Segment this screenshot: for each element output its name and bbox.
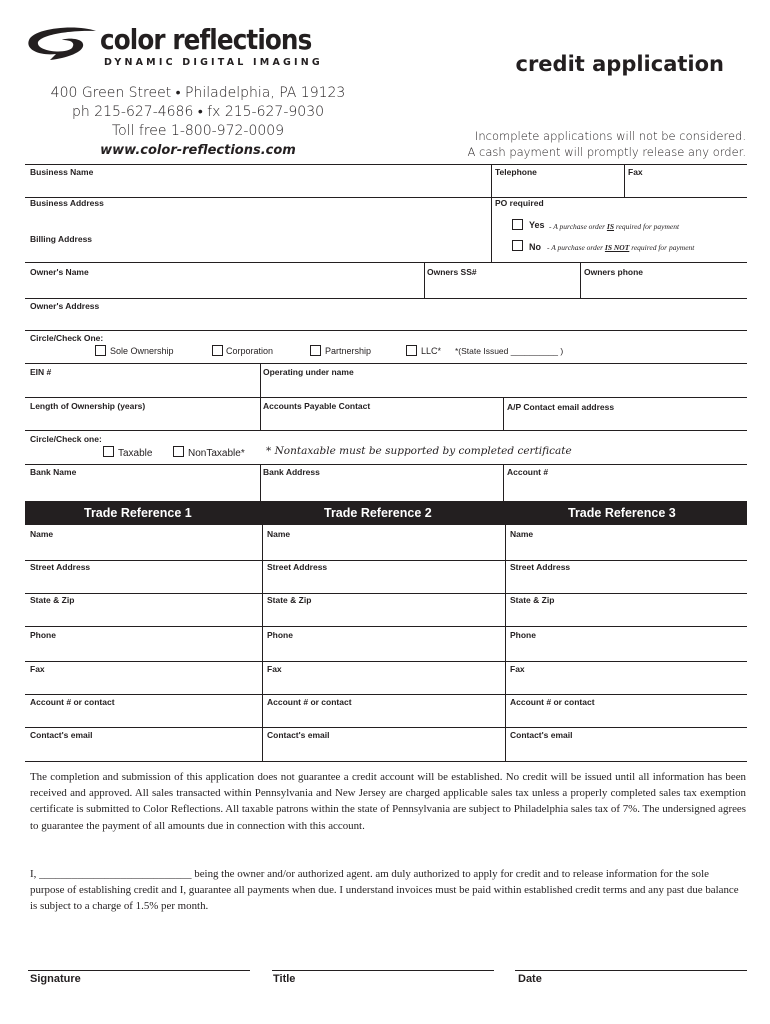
trade-ref-1-field[interactable]: State & Zip	[30, 595, 75, 605]
bank-name-field[interactable]: Bank Name	[30, 467, 77, 477]
po-no-note: - A purchase order IS NOT required for payment	[547, 243, 695, 252]
signature-label: Signature	[30, 973, 81, 985]
po-yes-note: - A purchase order IS required for payment	[549, 222, 680, 231]
partnership-label: Partnership	[325, 346, 372, 356]
company-address: 400 Green Street • Philadelphia, PA 19123	[50, 85, 346, 101]
trade-ref-3-field[interactable]: Account # or contact	[510, 697, 595, 707]
trade-ref-2-field[interactable]: State & Zip	[267, 595, 312, 605]
notice-line-2: A cash payment will promptly release any order.	[467, 145, 746, 159]
tax-status-label: Circle/Check one:	[30, 434, 102, 444]
sole-ownership-checkbox[interactable]	[95, 345, 106, 356]
taxable-label: Taxable	[118, 448, 153, 459]
nontaxable-note: * Nontaxable must be supported by completed certificate	[266, 445, 572, 457]
trade-ref-3-field[interactable]: Name	[510, 529, 534, 539]
po-yes-checkbox[interactable]	[512, 219, 523, 230]
owners-address-field[interactable]: Owner's Address	[30, 301, 100, 311]
owners-name-field[interactable]: Owner's Name	[30, 267, 89, 277]
trade-ref-1-field[interactable]: Fax	[30, 664, 45, 674]
ein-field[interactable]: EIN #	[30, 367, 52, 377]
nontaxable-label: NonTaxable*	[188, 448, 245, 459]
llc-label: LLC*	[421, 346, 442, 356]
notice-line-1: Incomplete applications will not be considered.	[474, 129, 746, 143]
llc-checkbox[interactable]	[406, 345, 417, 356]
length-of-ownership-field[interactable]: Length of Ownership (years)	[30, 401, 146, 411]
corporation-checkbox[interactable]	[212, 345, 223, 356]
trade-reference-3-title: Trade Reference 3	[568, 506, 676, 520]
trade-ref-3-field[interactable]: Contact's email	[510, 730, 573, 740]
nontaxable-checkbox[interactable]	[173, 446, 184, 457]
partnership-checkbox[interactable]	[310, 345, 321, 356]
date-line[interactable]	[515, 970, 747, 971]
page-title: credit application	[515, 52, 724, 76]
owners-phone-field[interactable]: Owners phone	[584, 267, 644, 277]
logo-swoosh-icon	[26, 26, 100, 66]
sole-ownership-label: Sole Ownership	[110, 346, 174, 356]
trade-ref-2-field[interactable]: Fax	[267, 664, 282, 674]
logo-tagline: DYNAMIC DIGITAL IMAGING	[104, 57, 323, 68]
trade-ref-1-field[interactable]: Account # or contact	[30, 697, 115, 707]
trade-ref-1-field[interactable]: Street Address	[30, 562, 91, 572]
billing-address-field[interactable]: Billing Address	[30, 234, 93, 244]
po-no-label: No	[529, 242, 541, 252]
ap-contact-email-field[interactable]: A/P Contact email address	[507, 402, 615, 412]
fax-field[interactable]: Fax	[628, 167, 643, 177]
trade-ref-1-field[interactable]: Phone	[30, 630, 56, 640]
date-label: Date	[518, 973, 542, 985]
ownership-type-label: Circle/Check One:	[30, 333, 104, 343]
trade-ref-3-field[interactable]: State & Zip	[510, 595, 555, 605]
owners-ss-field[interactable]: Owners SS#	[427, 267, 477, 277]
telephone-field[interactable]: Telephone	[495, 167, 537, 177]
bank-address-field[interactable]: Bank Address	[263, 467, 320, 477]
trade-ref-2-field[interactable]: Street Address	[267, 562, 328, 572]
trade-ref-3-field[interactable]: Fax	[510, 664, 525, 674]
po-yes-label: Yes	[529, 220, 545, 230]
trade-ref-2-field[interactable]: Name	[267, 529, 291, 539]
trade-ref-1-field[interactable]: Contact's email	[30, 730, 93, 740]
accounts-payable-contact-field[interactable]: Accounts Payable Contact	[263, 401, 371, 411]
trade-ref-3-field[interactable]: Street Address	[510, 562, 571, 572]
po-no-checkbox[interactable]	[512, 240, 523, 251]
business-name-field[interactable]: Business Name	[30, 167, 94, 177]
trade-ref-3-field[interactable]: Phone	[510, 630, 536, 640]
company-website[interactable]: www.color-reflections.com	[100, 143, 296, 158]
state-issued-field[interactable]: *(State Issued __________ )	[455, 346, 564, 356]
logo-name: color reflections	[100, 23, 312, 56]
authorization-paragraph: I, ____________________________ being the owner and/or authorized agent. am duly authorized to apply for credit and to release information for the sole purpose of establishing credit and I, guarantee all payments when due. I understand invoices must be paid within established credit terms and any past due balance is subject to a charge of 1.5% per month.	[30, 868, 739, 913]
trade-reference-2-title: Trade Reference 2	[324, 506, 432, 520]
trade-ref-2-field[interactable]: Contact's email	[267, 730, 330, 740]
corporation-label: Corporation	[226, 346, 274, 356]
trade-ref-2-field[interactable]: Phone	[267, 630, 293, 640]
operating-under-name-field[interactable]: Operating under name	[263, 367, 354, 377]
trade-reference-1-title: Trade Reference 1	[84, 506, 192, 520]
trade-ref-2-field[interactable]: Account # or contact	[267, 697, 352, 707]
account-number-field[interactable]: Account #	[507, 467, 549, 477]
signature-line[interactable]	[28, 970, 250, 971]
company-toll-free: Toll free 1-800-972-0009	[111, 123, 285, 139]
title-line[interactable]	[272, 970, 494, 971]
terms-paragraph: The completion and submission of this application does not guarantee a credit account will be established. No credit will be issued until all information has been received and approved. All sales transacted within Pennsylvania and New Jersey are charged applicable sales tax unless a properly completed sales tax exemption certificate is submitted to Color Reflections. All taxable patrons within the state of Pennsylvania are subject to Philadelphia sales tax of 7%. The undersigned agrees to guarantee the payment of all amounts due in connection with this account.	[30, 771, 746, 832]
po-required-label: PO required	[495, 198, 544, 208]
title-label: Title	[273, 973, 296, 985]
trade-ref-1-field[interactable]: Name	[30, 529, 54, 539]
company-phone-fax: ph 215-627-4686 • fx 215-627-9030	[71, 104, 325, 120]
taxable-checkbox[interactable]	[103, 446, 114, 457]
business-address-field[interactable]: Business Address	[30, 198, 104, 208]
